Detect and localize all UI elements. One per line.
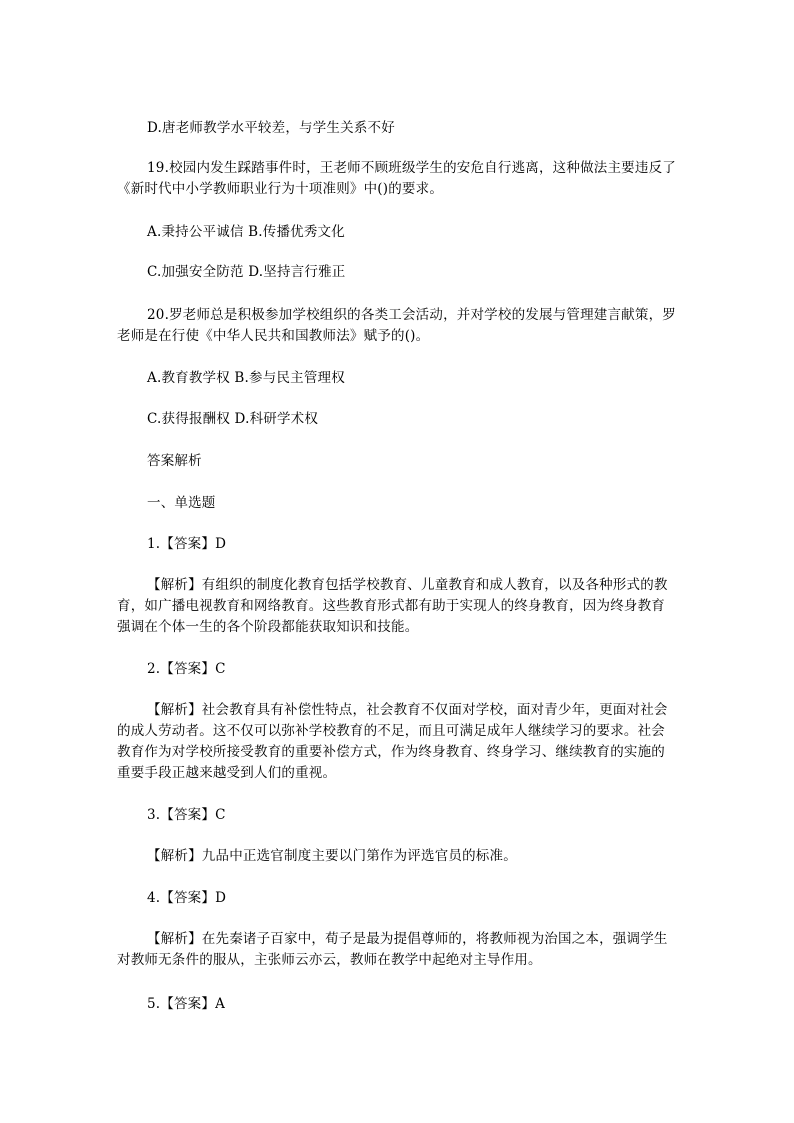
- options-ab-q19: A.秉持公平诚信 B.传播优秀文化: [147, 224, 345, 240]
- explanation-1: 【解析】有组织的制度化教育包括学校教育、儿童教育和成人教育，以及各种形式的教育，如广播电视教育和网络教育。这些教育形式都有助于实现人的终身教育，因为终身教育强调在个体一生的各个阶段都能获取知识和技能。: [117, 577, 668, 635]
- answer-5: 5.【答案】A: [147, 996, 226, 1012]
- answer-1: 1.【答案】D: [147, 536, 227, 552]
- option-d-q18: D.唐老师教学水平较差，与学生关系不好: [147, 120, 395, 136]
- options-ab-q20: A.教育教学权 B.参与民主管理权: [147, 370, 345, 386]
- question-20: 20.罗老师总是积极参加学校组织的各类工会活动，并对学校的发展与管理建言献策，罗老师是在行使《中华人民共和国教师法》赋予的()。: [117, 307, 676, 344]
- answer-3: 3.【答案】C: [147, 807, 226, 823]
- answer-4: 4.【答案】D: [147, 890, 227, 906]
- options-cd-q19: C.加强安全防范 D.坚持言行雅正: [147, 264, 346, 280]
- question-19: 19.校园内发生踩踏事件时，王老师不顾班级学生的安危自行逃离，这种做法主要违反了《新时代中小学教师职业行为十项准则》中()的要求。: [117, 160, 676, 197]
- explanation-4: 【解析】在先秦诸子百家中，荀子是最为提倡尊师的，将教师视为治国之本，强调学生对教师无条件的服从，主张师云亦云，教师在教学中起绝对主导作用。: [117, 931, 668, 968]
- single-choice-heading: 一、单选题: [147, 495, 216, 511]
- explanation-3: 【解析】九品中正选官制度主要以门第作为评选官员的标准。: [147, 848, 517, 864]
- answer-2: 2.【答案】C: [147, 661, 226, 677]
- explanation-2: 【解析】社会教育具有补偿性特点，社会教育不仅面对学校，面对青少年，更面对社会的成人劳动者。这不仅可以弥补学校教育的不足，而且可满足成年人继续学习的要求。社会教育作为对学校所接受教育的重要补偿方式，作为终身教育、终身学习、继续教育的实施的重要手段正越来越受到人们的重视。: [117, 702, 668, 781]
- options-cd-q20: C.获得报酬权 D.科研学术权: [147, 411, 319, 427]
- answer-section-heading: 答案解析: [147, 453, 202, 469]
